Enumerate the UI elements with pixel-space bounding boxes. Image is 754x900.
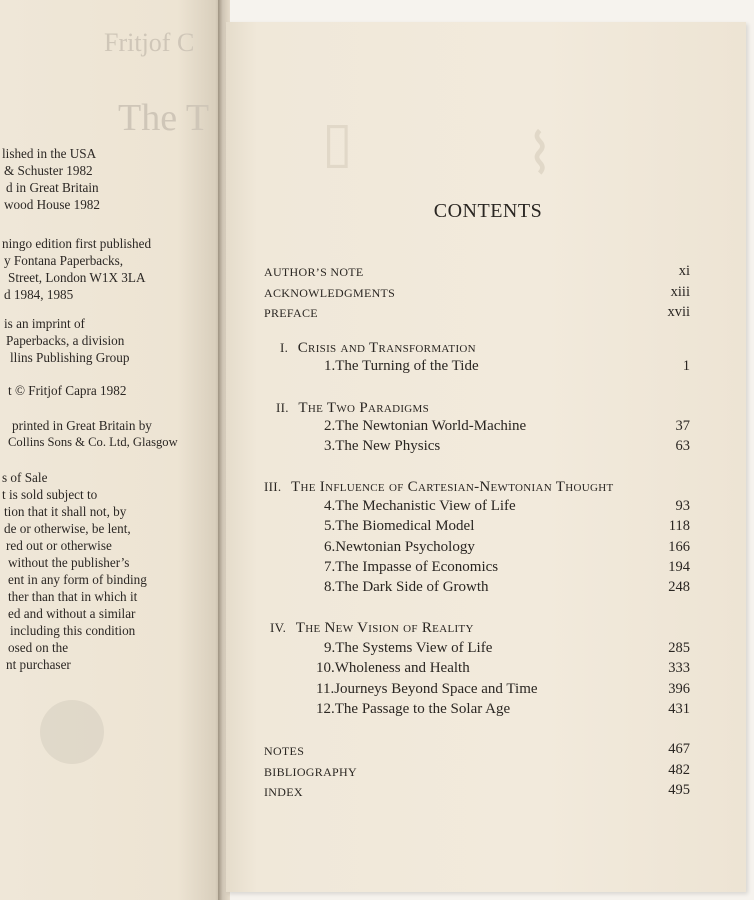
part-numeral: II. [276,400,289,415]
toc-page-number: 118 [668,518,690,534]
copyright-line: ningo edition first published [2,236,152,251]
ghost-mark-icon: ⌇ [526,124,554,186]
toc-chapter: 5.The Biomedical Model [324,518,475,534]
toc-part-heading [264,479,613,496]
toc-chapter: 10.Wholeness and Health [316,660,470,676]
copyright-line: llins Publishing Group [10,350,130,365]
copyright-line: t © Fritjof Capra 1982 [8,383,127,398]
toc-chapter: 8.The Dark Side of Growth [324,579,489,595]
copyright-line: tion that it shall not, by [4,504,127,519]
contents-page [226,22,746,892]
copyright-line: Collins Sons & Co. Ltd, Glasgow [8,435,178,449]
ghost-mark-icon: ▯ [322,112,353,174]
copyright-line: Street, London W1X 3LA [8,270,146,285]
toc-page-number: 248 [668,579,690,595]
toc-page-number: 333 [668,660,690,676]
copyright-line: Paperbacks, a division [6,333,125,348]
toc-page-number: 431 [668,701,690,717]
copyright-line: y Fontana Paperbacks, [4,253,124,268]
toc-front-label: AUTHOR’S NOTE [264,265,364,279]
part-title: The New Vision of Reality [295,620,474,636]
copyright-line: d in Great Britain [6,180,99,195]
toc-page-number: 166 [668,539,690,555]
toc-page-number: 93 [675,498,690,514]
toc-chapter: 12.The Passage to the Solar Age [316,701,511,717]
part-title: Crisis and Transformation [297,340,476,356]
part-title: The Influence of Cartesian-Newtonian Thought [291,479,614,495]
copyright-line: de or otherwise, be lent, [4,521,131,536]
toc-part-heading [276,400,429,417]
toc-front-label: ACKNOWLEDGMENTS [264,286,396,300]
copyright-line: lished in the USA [2,146,97,161]
toc-page-number: 63 [675,438,690,454]
toc-page-number: 37 [675,418,690,434]
left-ghost-author: Fritjof C [104,28,195,57]
toc-page-number: xvii [667,304,690,320]
left-ghost-title: The T [118,97,210,139]
toc-page-number: 495 [668,782,690,798]
part-numeral: IV. [270,620,287,635]
part-title: The Two Paradigms [298,400,430,416]
copyright-line: d 1984, 1985 [4,287,74,302]
toc-chapter: 3.The New Physics [324,438,441,454]
part-numeral: I. [280,340,289,355]
toc-chapter: 1.The Turning of the Tide [324,358,479,374]
copyright-line: is an imprint of [4,316,85,331]
toc-back-label: INDEX [264,785,303,799]
toc-back-label: NOTES [264,744,305,758]
toc-chapter: 9.The Systems View of Life [324,640,493,656]
copyright-line: nt purchaser [6,657,71,672]
toc-page-number: 396 [668,681,690,697]
toc-page-number: 285 [668,640,690,656]
toc-chapter: 11.Journeys Beyond Space and Time [316,681,538,697]
toc-page-number: 194 [668,559,690,575]
toc-page-number: 467 [668,741,690,757]
copyright-line: red out or otherwise [6,538,112,553]
part-numeral: III. [264,479,282,494]
toc-front-label: PREFACE [264,306,318,320]
copyright-line: & Schuster 1982 [4,163,93,178]
toc-chapter: 4.The Mechanistic View of Life [324,498,516,514]
toc-back-label: BIBLIOGRAPHY [264,765,357,779]
copyright-line: without the publisher’s [8,555,130,570]
copyright-line: t is sold subject to [2,487,98,502]
copyright-line: ent in any form of binding [8,572,147,587]
publisher-logo-icon [40,700,104,764]
toc-part-heading [270,620,474,637]
page-title: CONTENTS [433,200,543,222]
copyright-line: s of Sale [2,470,48,485]
toc-page-number: 1 [682,358,690,374]
toc-page-number: xi [678,263,690,279]
copyright-line: including this condition [10,623,136,638]
copyright-line: wood House 1982 [4,197,100,212]
toc-part-heading [280,340,476,357]
toc-chapter: 2.The Newtonian World-Machine [324,418,527,434]
toc-chapter: 6.Newtonian Psychology [324,539,475,555]
toc-page-number: xiii [670,284,690,300]
left-page [0,0,222,900]
copyright-line: osed on the [8,640,69,655]
toc-chapter: 7.The Impasse of Economics [324,559,499,575]
toc-page-number: 482 [668,762,690,778]
copyright-line: printed in Great Britain by [12,418,152,433]
copyright-line: ed and without a similar [8,606,136,621]
copyright-line: ther than that in which it [8,589,138,604]
